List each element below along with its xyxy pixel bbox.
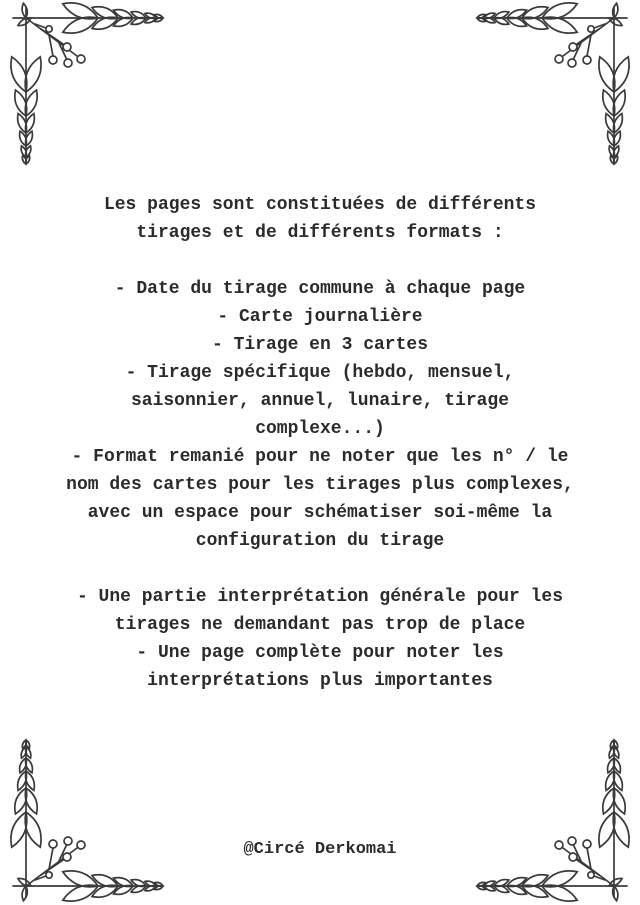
text-line: - Une page complète pour noter les bbox=[136, 643, 504, 663]
botanical-corner-bottom-left-icon bbox=[5, 732, 170, 902]
formats-list bbox=[0, 275, 640, 555]
text-line: nom des cartes pour les tirages plus complexes, bbox=[66, 475, 574, 495]
text-line: - Tirage spécifique (hebdo, mensuel, bbox=[125, 363, 515, 383]
text-line: - Format remanié pour ne noter que les n° / le bbox=[71, 447, 569, 467]
text-line: Les pages sont constituées de différents bbox=[103, 195, 537, 215]
botanical-corner-top-right-icon bbox=[470, 2, 635, 172]
text-line: - Carte journalière bbox=[217, 307, 423, 327]
text-line: - Tirage en 3 cartes bbox=[211, 335, 429, 355]
text-line: configuration du tirage bbox=[195, 531, 445, 551]
text-line: complexe...) bbox=[255, 419, 385, 439]
text-line: tirages ne demandant pas trop de place bbox=[114, 615, 526, 635]
botanical-corner-bottom-right-icon bbox=[470, 732, 635, 902]
intro-paragraph bbox=[0, 191, 640, 247]
paragraph-gap bbox=[0, 247, 640, 275]
paragraph-gap bbox=[0, 555, 640, 583]
text-line: - Une partie interprétation générale pour les bbox=[76, 587, 564, 607]
page-text bbox=[0, 191, 640, 695]
text-line: tirages et de différents formats : bbox=[136, 223, 504, 243]
credit-line: @Circé Derkomai bbox=[243, 840, 397, 859]
text-line: interprétations plus importantes bbox=[147, 671, 493, 691]
text-line: avec un espace pour schématiser soi-même la bbox=[87, 503, 553, 523]
text-line: saisonnier, annuel, lunaire, tirage bbox=[130, 391, 510, 411]
text-line: - Date du tirage commune à chaque page bbox=[114, 279, 526, 299]
botanical-corner-top-left-icon bbox=[5, 2, 170, 172]
interpretation-list bbox=[0, 583, 640, 695]
